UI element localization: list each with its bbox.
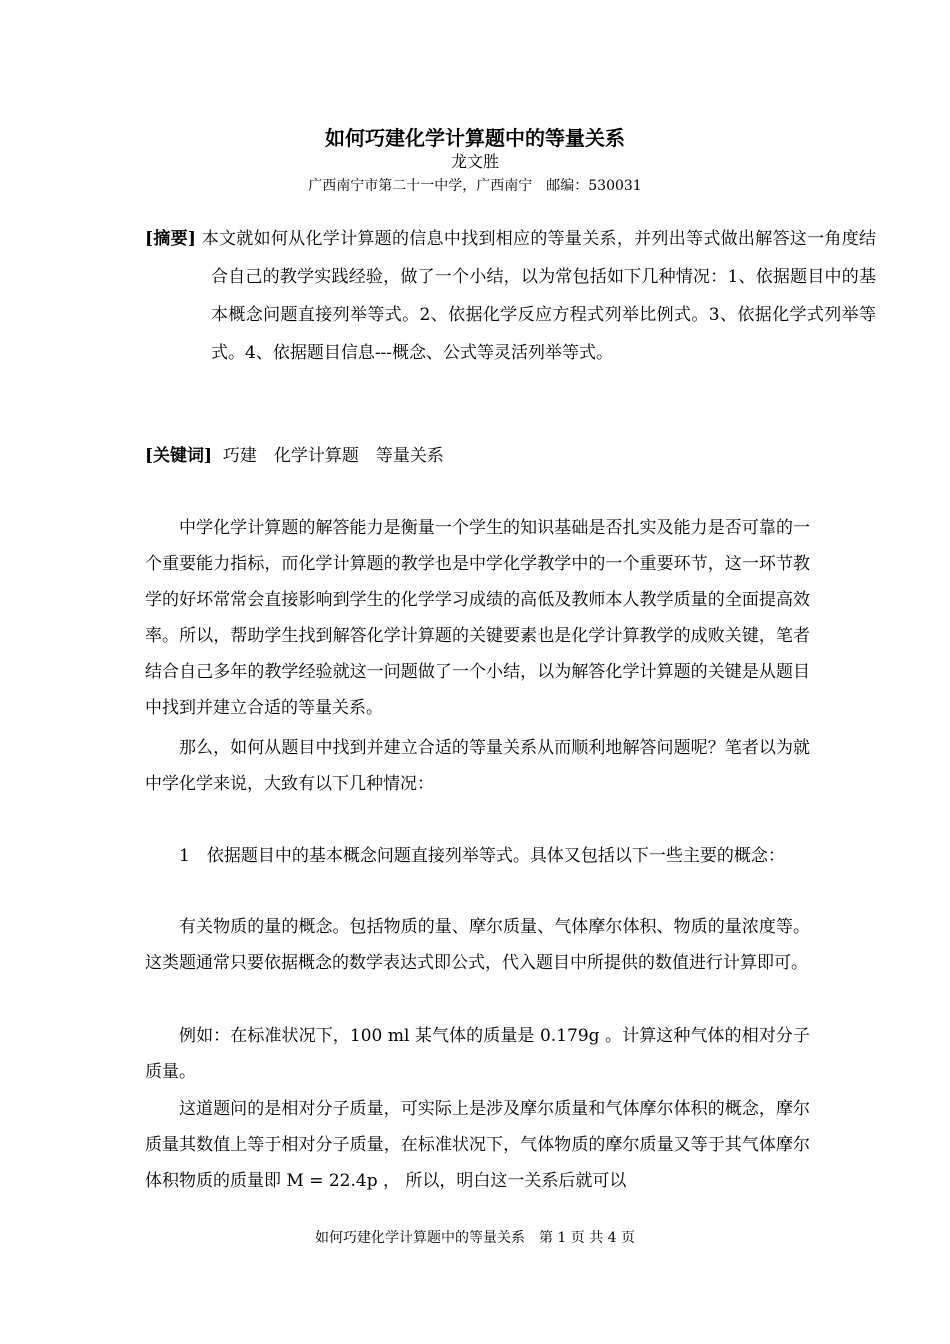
author-affiliation: 广西南宁市第二十一中学，广西南宁 邮编：530031 [308, 178, 642, 194]
keywords-label: [关键词] [145, 446, 213, 466]
body-paragraph-4: 这道题问的是相对分子质量，可实际上是涉及摩尔质量和气体摩尔体积的概念，摩尔质量其数值上等于相对分子质量，在标准状况下，气体物质的摩尔质量又等于其气体摩尔体积物质的质量即 M = 22.4p ， 所以，明白这一关系后就可以 [145, 1099, 810, 1191]
body-paragraph-3: 有关物质的量的概念。包括物质的量、摩尔质量、气体摩尔体积、物质的量浓度等。这类题通常只要依据概念的数学表达式即公式，代入题目中所提供的数值进行计算即可。 [145, 917, 810, 973]
abstract-label: [摘要] [145, 229, 196, 249]
document-title: 如何巧建化学计算题中的等量关系 [325, 126, 625, 150]
page-footer: 如何巧建化学计算题中的等量关系 第 1 页 共 4 页 [314, 1230, 636, 1246]
abstract-block [145, 220, 876, 372]
author-name: 龙文胜 [450, 152, 499, 171]
body-paragraph-2: 那么，如何从题目中找到并建立合适的等量关系从而顺利地解答问题呢？笔者以为就中学化学来说，大致有以下几种情况： [145, 738, 810, 794]
body-paragraph-1: 中学化学计算题的解答能力是衡量一个学生的知识基础是否扎实及能力是否可靠的一个重要能力指标，而化学计算题的教学也是中学化学教学中的一个重要环节，这一环节教学的好坏常常会直接影响到学生的化学学习成绩的高低及教师本人教学质量的全面提高效率。所以，帮助学生找到解答化学计算题的关键要素也是化学计算教学的成败关键，笔者结合自己多年的教学经验就这一问题做了一个小结，以为解答化学计算题的关键是从题目中找到并建立合适的等量关系。 [145, 518, 810, 718]
keywords-block [145, 437, 810, 475]
example-paragraph: 例如：在标准状况下，100 ml 某气体的质量是 0.179g 。计算这种气体的相对分子质量。 [145, 1026, 810, 1082]
section-heading-1: 1 依据题目中的基本概念问题直接列举等式。具体又包括以下一些主要的概念： [179, 846, 785, 866]
keywords-text: 巧建 化学计算题 等量关系 [222, 446, 444, 466]
abstract-text: 本文就如何从化学计算题的信息中找到相应的等量关系，并列出等式做出解答这一角度结合自己的教学实践经验，做了一个小结，以为常包括如下几种情况：1、依据题目中的基本概念问题直接列举等式。2、依据化学反应方程式列举比例式。3、依据化学式列举等式。4、依据题目信息---概念、公式等灵活列举等式。 [201, 229, 876, 363]
